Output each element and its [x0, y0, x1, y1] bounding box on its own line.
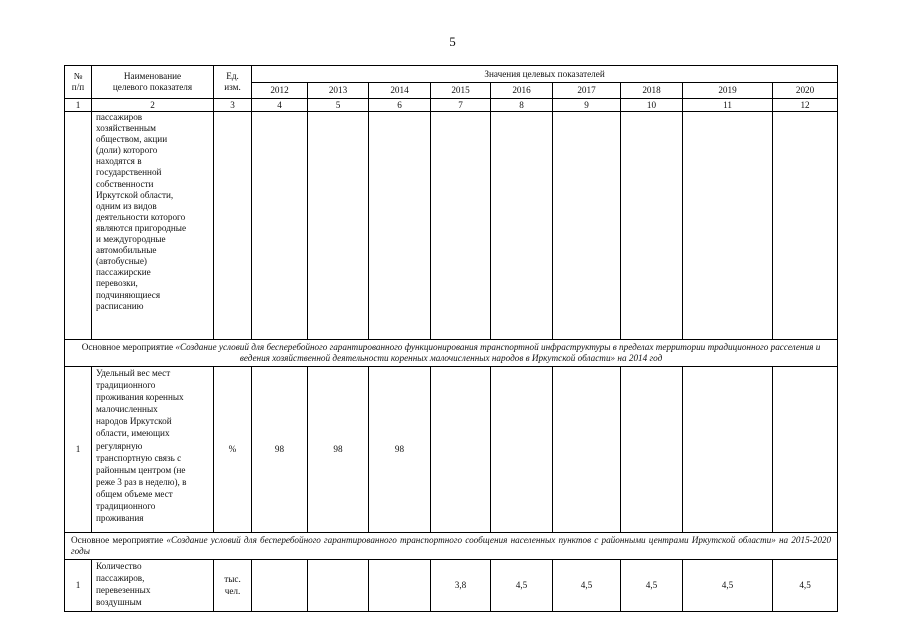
value-cell: [308, 112, 369, 340]
value-cell: [431, 112, 491, 340]
header-values: Значения целевых показателей: [252, 66, 838, 83]
value-cell: [621, 367, 683, 533]
value-cell: 98: [252, 367, 308, 533]
row-unit: тыс. чел.: [214, 560, 252, 612]
table-row: [65, 112, 838, 340]
indicator-name: Удельный вес мест традиционного проживания коренных малочисленных народов Иркутской области, имеющих регулярную транспортную связь с районным центром (не реже 3 раз в неделю), в общем объеме мест традиционного проживания: [92, 367, 214, 533]
header-year: 2020: [773, 83, 838, 99]
value-cell: 98: [369, 367, 431, 533]
row-num: 1: [65, 560, 92, 612]
row-num: 1: [65, 367, 92, 533]
row-unit: [214, 112, 252, 340]
column-number: 9: [553, 99, 621, 112]
header-year: 2017: [553, 83, 621, 99]
column-number: 8: [491, 99, 553, 112]
section-prefix: Основное мероприятие: [71, 535, 167, 545]
column-number: 6: [369, 99, 431, 112]
row-unit: %: [214, 367, 252, 533]
column-number: 1: [65, 99, 92, 112]
header-year: 2014: [369, 83, 431, 99]
value-cell: [683, 367, 773, 533]
value-cell: [773, 367, 838, 533]
column-number: 11: [683, 99, 773, 112]
value-cell: 4,5: [553, 560, 621, 612]
page-number: 5: [449, 34, 456, 49]
value-cell: [553, 112, 621, 340]
header-year: 2018: [621, 83, 683, 99]
column-numbers-row: [65, 99, 838, 112]
value-cell: 98: [308, 367, 369, 533]
header-year: 2012: [252, 83, 308, 99]
column-number: 10: [621, 99, 683, 112]
value-cell: [252, 560, 308, 612]
value-cell: [491, 367, 553, 533]
header-year: 2016: [491, 83, 553, 99]
column-number: 12: [773, 99, 838, 112]
value-cell: 4,5: [773, 560, 838, 612]
column-number: 2: [92, 99, 214, 112]
column-number: 5: [308, 99, 369, 112]
value-cell: [308, 560, 369, 612]
column-number: 4: [252, 99, 308, 112]
value-cell: 4,5: [491, 560, 553, 612]
value-cell: 3,8: [431, 560, 491, 612]
target-indicators-table: [64, 65, 838, 612]
value-cell: [369, 560, 431, 612]
value-cell: [683, 112, 773, 340]
section-title: «Создание условий для бесперебойного гарантированного транспортного сообщения населенных пунктов с районными центрами Иркутской области» на 2015-2020 годы: [71, 535, 832, 556]
section-heading: [65, 533, 838, 560]
header-year: 2019: [683, 83, 773, 99]
indicator-name: пассажиров хозяйственным обществом, акции (доли) которого находятся в государственной собственности Иркутской области, одним из видов деятельности которого являются пригородные и междугородные автомобильные (автобусные) пассажирские перевозки, подчиняющиеся расписанию: [92, 112, 214, 340]
table-row: [65, 367, 838, 533]
value-cell: [491, 112, 553, 340]
section-prefix: Основное мероприятие: [81, 342, 176, 352]
table-header-row: [65, 66, 838, 83]
header-name: Наименование целевого показателя: [92, 66, 214, 99]
value-cell: [431, 367, 491, 533]
indicator-name: Количество пассажиров, перевезенных воздушным: [92, 560, 214, 612]
section-heading: [65, 340, 838, 367]
value-cell: [621, 112, 683, 340]
value-cell: [773, 112, 838, 340]
value-cell: [553, 367, 621, 533]
table-row: [65, 560, 838, 612]
header-unit: Ед. изм.: [214, 66, 252, 99]
section-row: [65, 340, 838, 367]
header-year: 2013: [308, 83, 369, 99]
column-number: 3: [214, 99, 252, 112]
header-num: № п/п: [65, 66, 92, 99]
value-cell: 4,5: [621, 560, 683, 612]
header-year: 2015: [431, 83, 491, 99]
value-cell: [369, 112, 431, 340]
section-row: [65, 533, 838, 560]
column-number: 7: [431, 99, 491, 112]
value-cell: [252, 112, 308, 340]
section-title: «Создание условий для бесперебойного гарантированного функционирования транспортной инфраструктуры в пределах территории традиционного расселения и ведения хозяйственной деятельности коренных малочисленных народов в Иркутской области» на 2014 год: [175, 342, 821, 363]
value-cell: 4,5: [683, 560, 773, 612]
row-num: [65, 112, 92, 340]
